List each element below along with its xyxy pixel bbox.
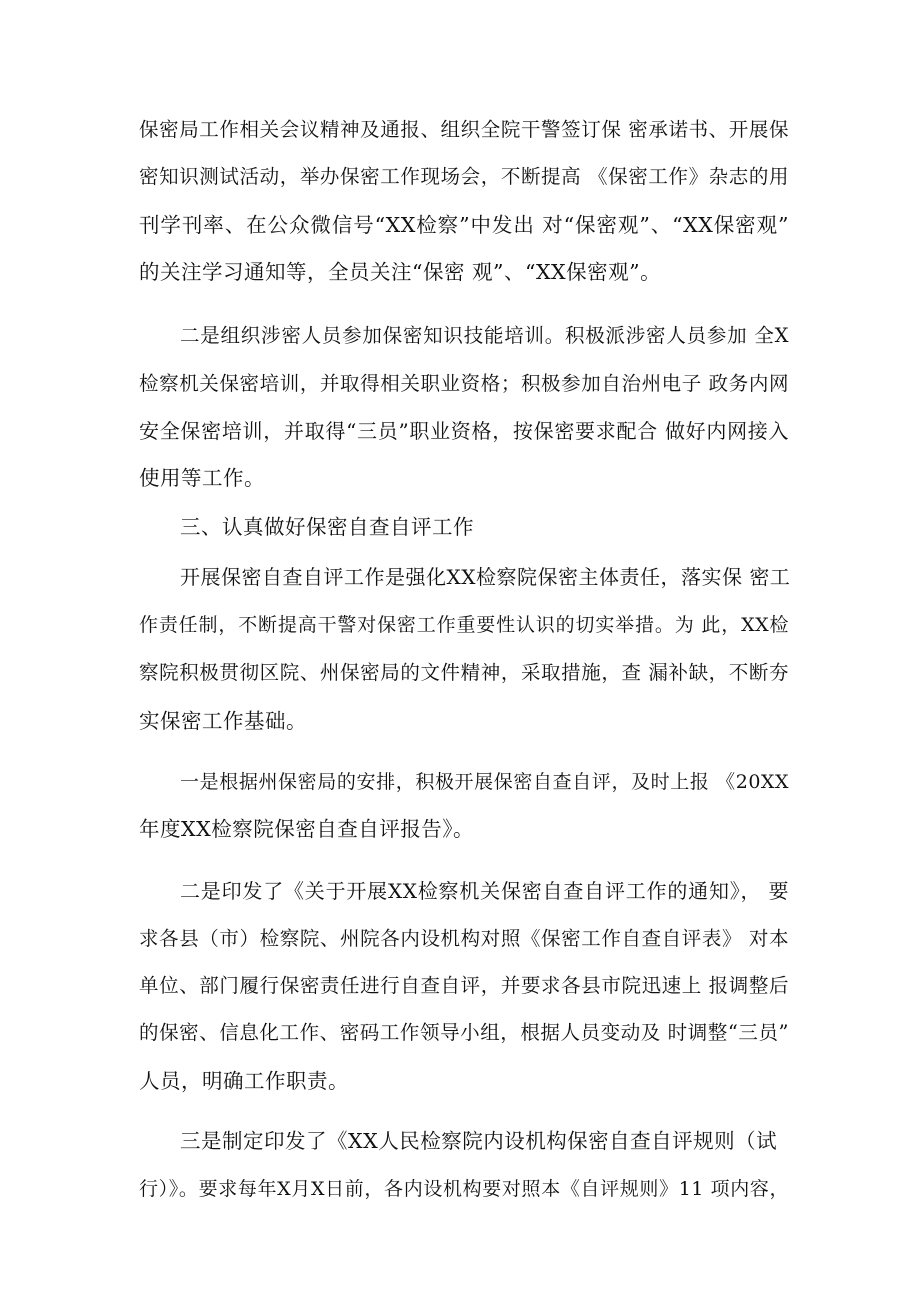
text-line: 作责任制，不断提高干警对保密工作重要性认识的切实举措。为 此，XX检 [139,614,789,636]
text-line: 使用等工作。 [139,466,265,490]
text-line: 单位、部门履行保密责任进行自查自评，并要求各县市院迅速上 报调整后 [139,974,789,997]
text-line: 保密局工作相关会议精神及通报、组织全院干警签订保 密承诺书、开展保 [139,118,789,141]
paragraph-first-line: 三是制定印发了《XX人民检察院内设机构保密自查自评规则（试 [180,1129,778,1153]
text-line: 求各县（市）检察院、州院各内设机构对照《保密工作自查自评表》 对本 [139,927,789,950]
text-line: 检察机关保密培训，并取得相关职业资格；积极参加自治州电子 政务内网 [139,372,789,395]
text-line: 安全保密培训，并取得“三员”职业资格，按保密要求配合 做好内网接入 [139,419,789,443]
text-line: 实保密工作基础。 [139,709,307,733]
text-line: 年度XX检察院保密自查自评报告》。 [139,817,474,841]
paragraph-first-line: 一是根据州保密局的安排，积极开展保密自查自评，及时上报 《20XX [180,771,789,793]
paragraph-first-line: 开展保密自查自评工作是强化XX检察院保密主体责任，落实保 密工 [180,565,791,589]
paragraph-first-line: 二是组织涉密人员参加保密知识技能培训。积极派涉密人员参加 全X [180,324,789,347]
section-heading: 三、认真做好保密自查自评工作 [180,515,474,539]
text-line: 人员，明确工作职责。 [139,1069,349,1093]
text-line: 刊学刊率、在公众微信号“XX检察”中发出 对“保密观”、“XX保密观” [139,213,789,237]
text-line: 察院积极贯彻区院、州保密局的文件精神，采取措施，查 漏补缺，不断夯 [139,661,789,684]
text-line: 的保密、信息化工作、密码工作领导小组，根据人员变动及 时调整“三员” [139,1021,789,1044]
paragraph-first-line: 二是印发了《关于开展XX检察机关保密自查自评工作的通知》， 要 [180,879,789,903]
text-line: 密知识测试活动，举办保密工作现场会，不断提高 《保密工作》杂志的用 [139,165,789,188]
text-line: 的关注学习通知等，全员关注“保密 观”、“XX保密观”。 [139,260,662,284]
text-line: 行）》。要求每年X月X日前，各内设机构要对照本《自评规则》11 项内容， [139,1178,789,1200]
